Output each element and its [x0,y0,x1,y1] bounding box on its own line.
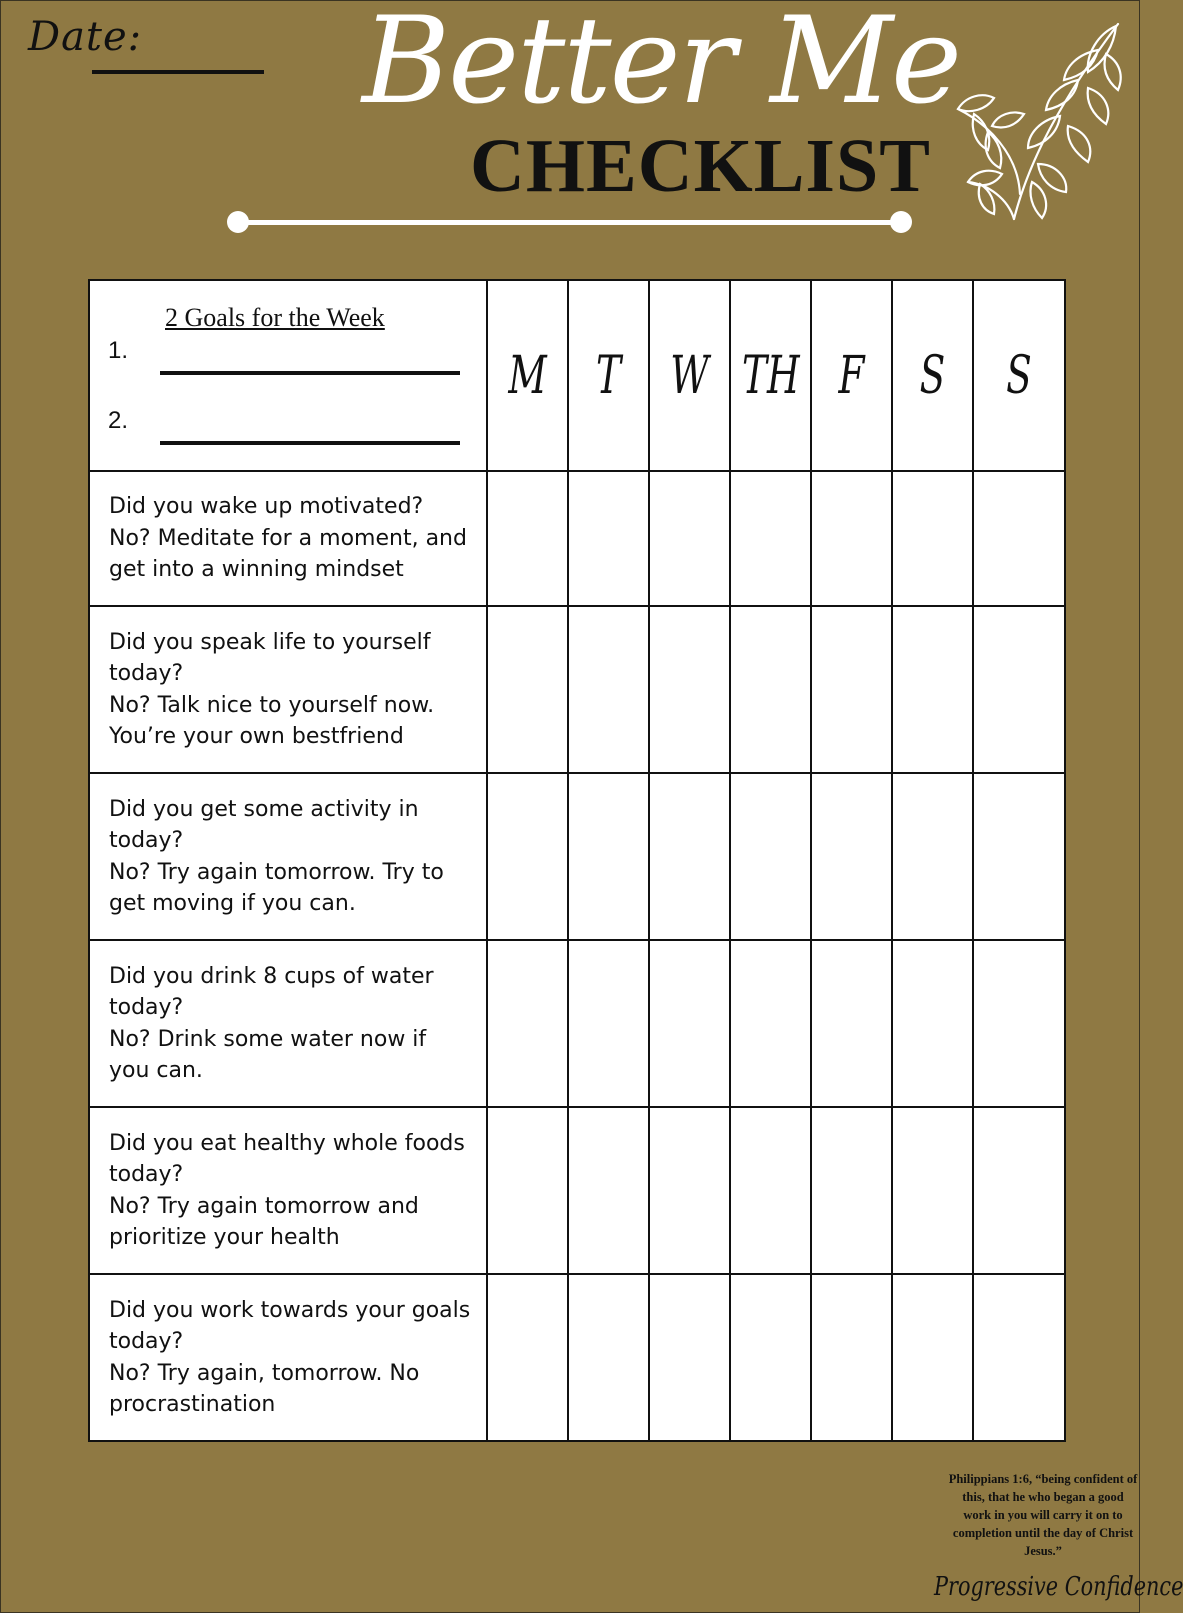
checklist-row [89,471,1065,606]
check-box[interactable] [487,773,568,940]
title-script: Better Me [362,0,961,131]
check-box[interactable] [649,1274,730,1441]
check-box[interactable] [973,471,1065,606]
check-box[interactable] [487,471,568,606]
check-box[interactable] [973,606,1065,773]
check-box[interactable] [568,940,649,1107]
check-box[interactable] [811,1107,892,1274]
check-box[interactable] [730,1274,811,1441]
check-box[interactable] [730,1107,811,1274]
check-box[interactable] [649,773,730,940]
divider-dot-right [890,211,912,233]
day-header-tuesday: T [568,280,649,471]
leaf-branch-icon [948,14,1128,226]
day-header-saturday: S [892,280,973,471]
goals-title: 2 Goals for the Week [165,303,385,332]
check-box[interactable] [892,471,973,606]
question-cell: Did you drink 8 cups of water today? No? Drink some water now if you can. [89,940,487,1107]
check-box[interactable] [649,940,730,1107]
check-box[interactable] [811,773,892,940]
goal-line-1[interactable] [160,371,460,375]
day-header-monday: M [487,280,568,471]
bible-verse: Philippians 1:6, “being confident of this, that he who began a good work in you will carry it on to completion until the day of Christ Jesus.” [948,1472,1138,1558]
date-label: Date: [28,14,143,60]
check-box[interactable] [973,773,1065,940]
check-box[interactable] [892,773,973,940]
check-box[interactable] [487,940,568,1107]
check-box[interactable] [811,1274,892,1441]
check-box[interactable] [892,606,973,773]
question-cell: Did you speak life to yourself today? No? Talk nice to yourself now. You’re your own bestfriend [89,606,487,773]
check-box[interactable] [487,1274,568,1441]
check-box[interactable] [568,606,649,773]
check-box[interactable] [973,1274,1065,1441]
checklist-row [89,1274,1065,1441]
day-header-thursday: TH [730,280,811,471]
goal-line-2[interactable] [160,441,460,445]
check-box[interactable] [811,940,892,1107]
checklist-row [89,773,1065,940]
brand-signature: Progressive Confidence [934,1572,1183,1602]
title-divider [238,220,902,225]
check-box[interactable] [892,1274,973,1441]
check-box[interactable] [649,1107,730,1274]
checklist-row [89,940,1065,1107]
check-box[interactable] [973,940,1065,1107]
question-cell: Did you eat healthy whole foods today? No? Try again tomorrow and prioritize your health [89,1107,487,1274]
check-box[interactable] [487,1107,568,1274]
check-box[interactable] [811,471,892,606]
check-box[interactable] [730,940,811,1107]
checklist-row [89,1107,1065,1274]
check-box[interactable] [649,606,730,773]
date-field-line [92,70,264,74]
divider-dot-left [227,211,249,233]
goal-number-1: 1. [108,337,129,364]
check-box[interactable] [649,471,730,606]
goal-number-2: 2. [108,407,129,434]
check-box[interactable] [892,1107,973,1274]
question-cell: Did you wake up motivated? No? Meditate for a moment, and get into a winning mindset [89,471,487,606]
checklist-table [88,279,1066,1442]
check-box[interactable] [568,1274,649,1441]
check-box[interactable] [730,471,811,606]
check-box[interactable] [811,606,892,773]
check-box[interactable] [487,606,568,773]
day-header-wednesday: W [649,280,730,471]
day-header-sunday: S [973,280,1065,471]
check-box[interactable] [730,606,811,773]
check-box[interactable] [730,773,811,940]
header-row [89,280,1065,471]
check-box[interactable] [568,471,649,606]
check-box[interactable] [892,940,973,1107]
page-title: CHECKLIST [470,124,931,208]
question-cell: Did you work towards your goals today? No? Try again, tomorrow. No procrastination [89,1274,487,1441]
question-cell: Did you get some activity in today? No? Try again tomorrow. Try to get moving if you can. [89,773,487,940]
check-box[interactable] [568,1107,649,1274]
check-box[interactable] [973,1107,1065,1274]
checklist-row [89,606,1065,773]
day-header-friday: F [811,280,892,471]
check-box[interactable] [568,773,649,940]
goals-cell [89,280,487,471]
